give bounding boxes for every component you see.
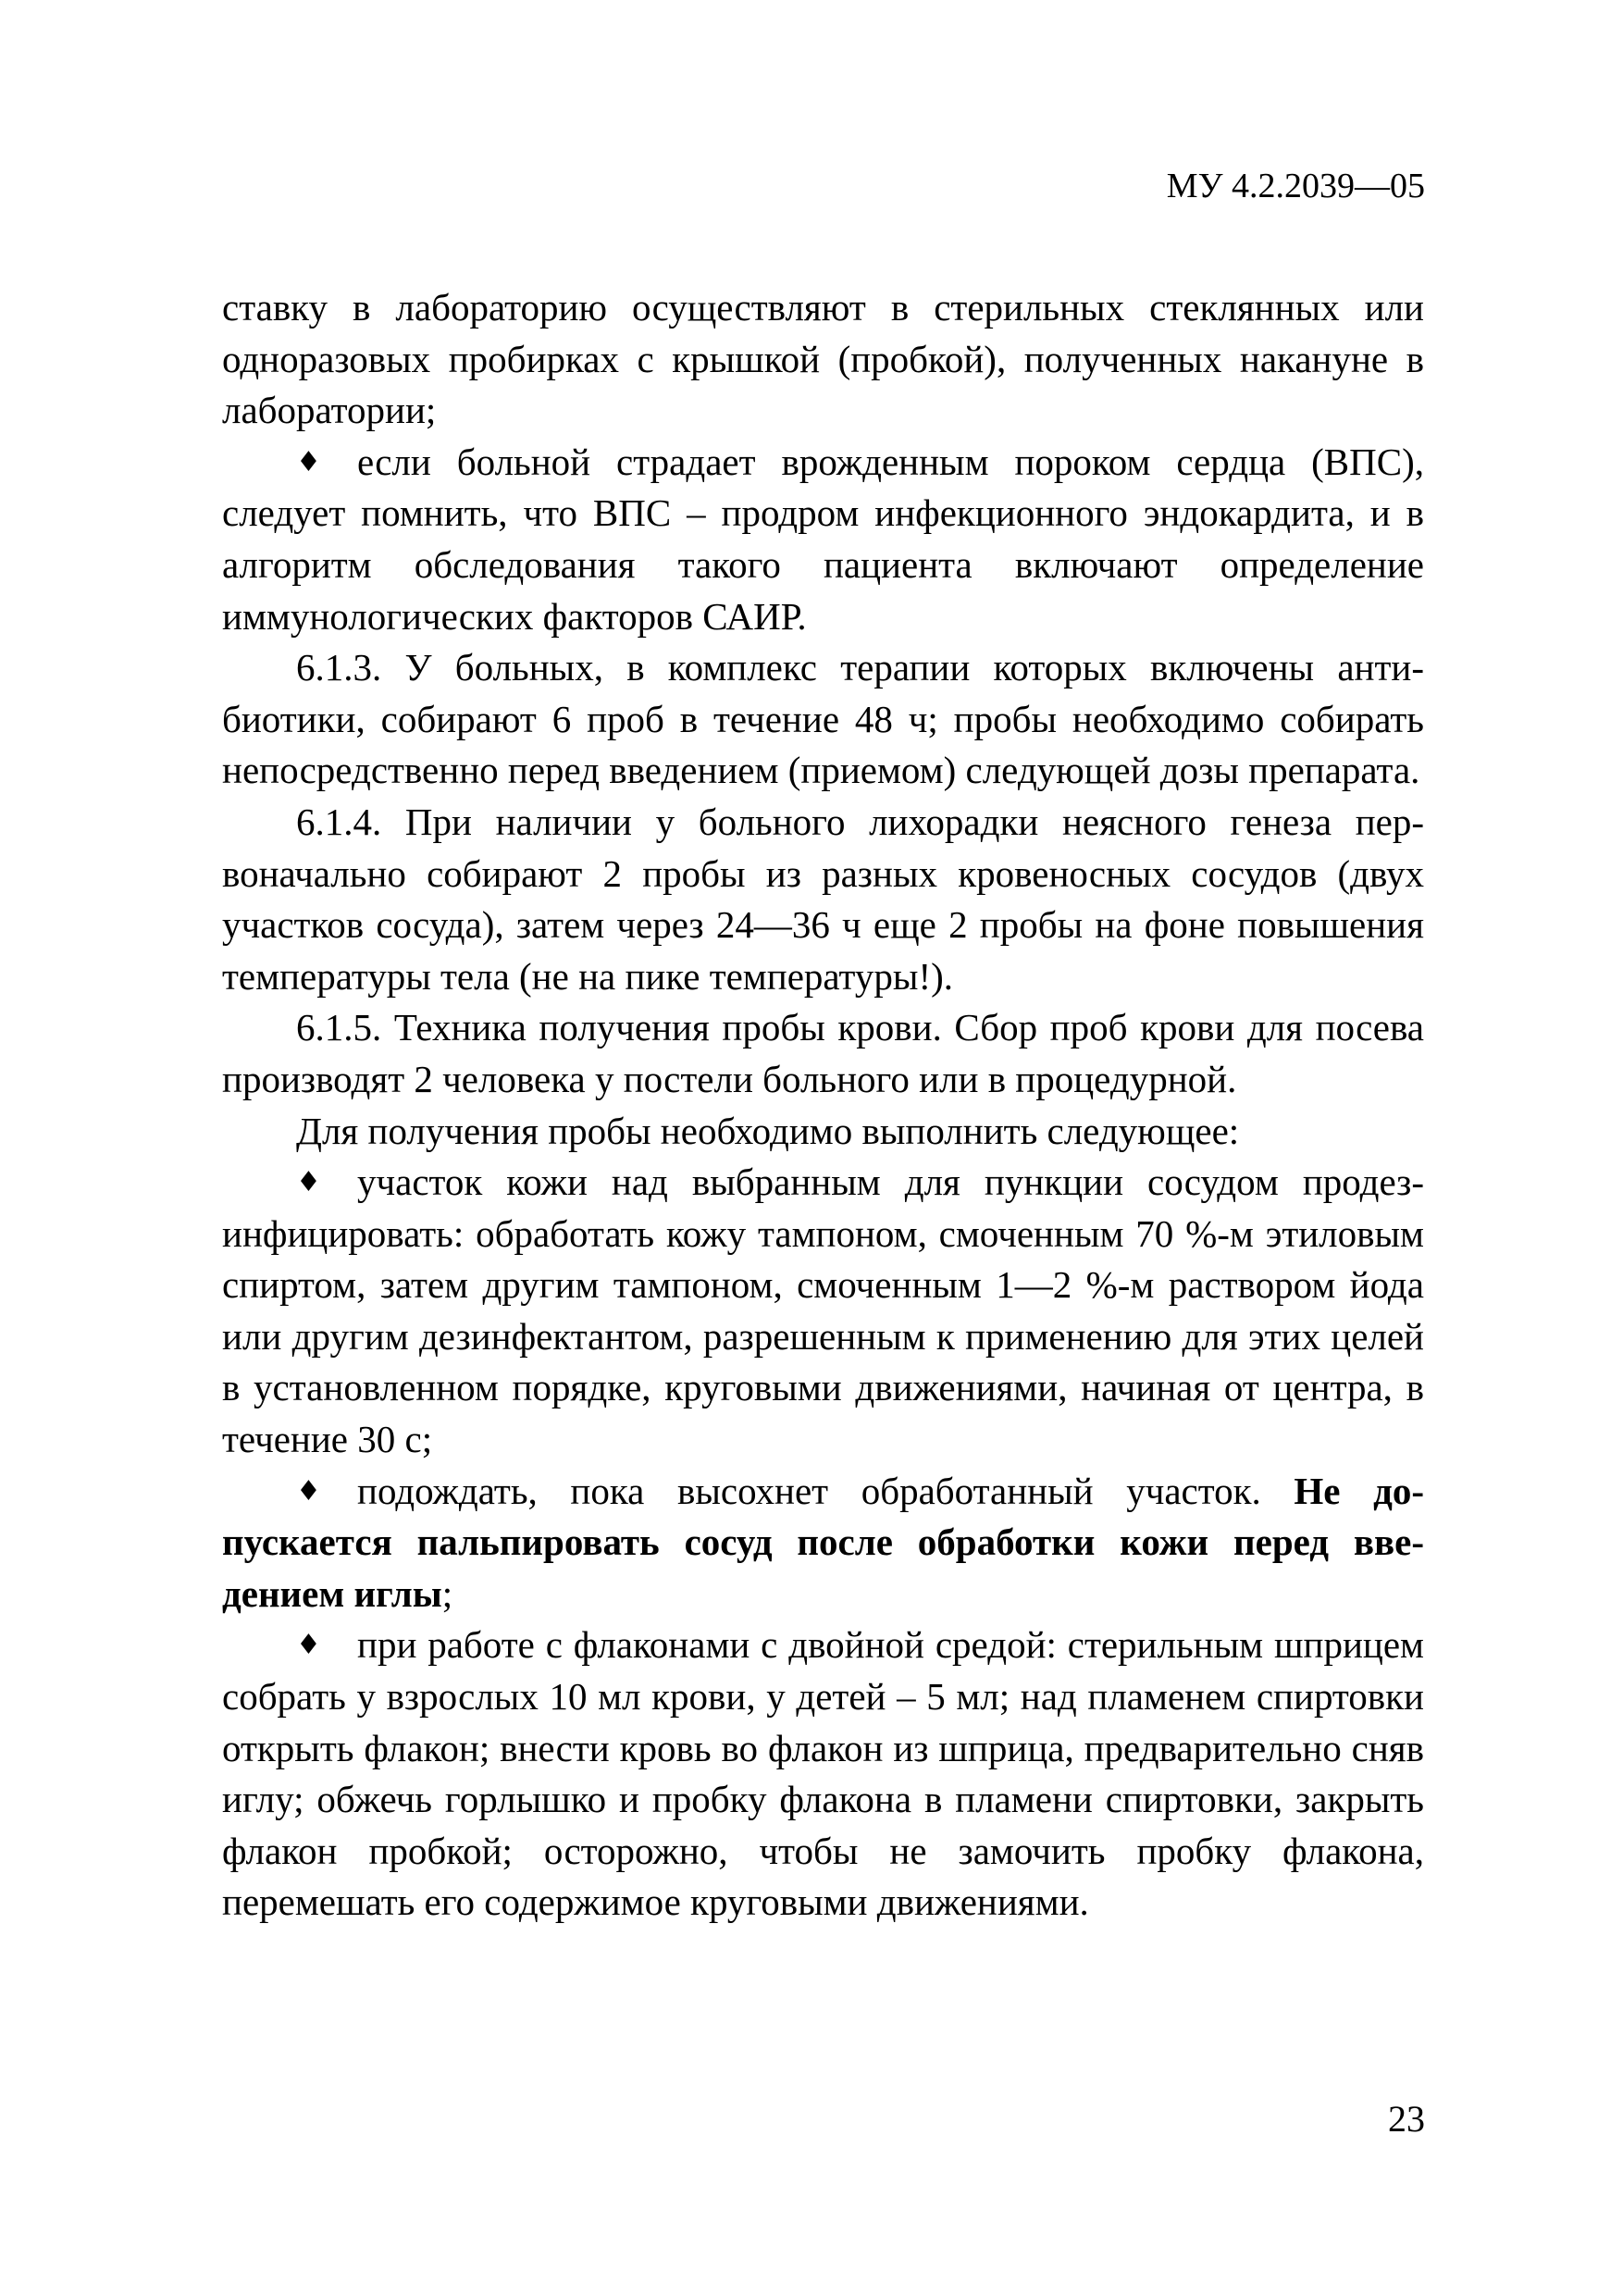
page-number: 23 bbox=[1388, 2098, 1425, 2140]
bullet-text: при работе с флаконами с двойной средой: стерильным шприцем собрать у взрослых 10 мл крови, у детей – 5 мл; над пламенем спиртовки открыть флакон; внести кровь во флакон из шприца, предварительно сняв иглу; обжечь горлышко и пробку флакона в пламени спиртовки, закрыть флакон пробкой; осторожно, чтобы не замочить пробку флакона, перемешать его содержимое круговыми движениями. bbox=[222, 1623, 1424, 1924]
paragraph-procedure-intro: Для получения пробы необходимо выполнить следующее: bbox=[296, 1109, 1240, 1152]
diamond-bullet-icon: ♦ bbox=[296, 445, 321, 478]
diamond-bullet-icon: ♦ bbox=[296, 1166, 321, 1199]
bullet-text-end: ; bbox=[441, 1571, 453, 1615]
paragraph-6-1-4: 6.1.4. При наличии у больного лихорадки неясного генеза первоначально собирают 2 пробы из разных кровеносных сосудов (двух участков сосуда), затем через 24—36 ч еще 2 пробы на фоне повышения температуры тела (не на пике температуры!). bbox=[222, 800, 1424, 998]
diamond-bullet-icon: ♦ bbox=[296, 1629, 321, 1662]
bullet-item-wait bbox=[222, 1466, 1424, 1620]
page-body bbox=[222, 282, 1424, 1929]
bullet-item-disinfection bbox=[222, 1157, 1424, 1466]
document-code: МУ 4.2.2039—05 bbox=[1166, 167, 1425, 205]
paragraph-continuation: ставку в лабораторию осуществляют в стерильных стеклянных или одноразовых пробирках с крышкой (пробкой), полученных накануне в лаборатории; bbox=[222, 286, 1424, 432]
bold-warning-text: Не допускается пальпировать сосуд после обработки кожи перед введением иглы bbox=[222, 1469, 1424, 1615]
bullet-item-chd bbox=[222, 437, 1424, 642]
diamond-bullet-icon: ♦ bbox=[296, 1474, 321, 1508]
paragraph-6-1-5: 6.1.5. Техника получения пробы крови. Сбор проб крови для посева производят 2 человека у постели больного или в процедурной. bbox=[222, 1006, 1424, 1100]
paragraph-6-1-3: 6.1.3. У больных, в комплекс терапии которых включены антибиотики, собирают 6 проб в течение 48 ч; пробы необходимо собирать непосредственно перед введением (приемом) следующей дозы препарата. bbox=[222, 646, 1424, 792]
bullet-text: если больной страдает врожденным пороком сердца (ВПС), следует помнить, что ВПС – продром инфекционного эндокардита, и в алгоритм обследования такого пациента включают определение иммунологических факторов САИР. bbox=[222, 440, 1424, 638]
bullet-text: подождать, пока высохнет обработанный участок. bbox=[357, 1469, 1295, 1512]
bullet-text: участок кожи над выбранным для пункции сосудом продезинфицировать: обработать кожу тампоном, смоченным 70 %-м этиловым спиртом, затем другим тампоном, смоченным 1—2 %-м раствором йода или другим дезинфектантом, разрешенным к применению для этих целей в установленном порядке, круговыми движениями, начиная от центра, в течение 30 с; bbox=[222, 1160, 1424, 1461]
bullet-item-vials bbox=[222, 1620, 1424, 1929]
